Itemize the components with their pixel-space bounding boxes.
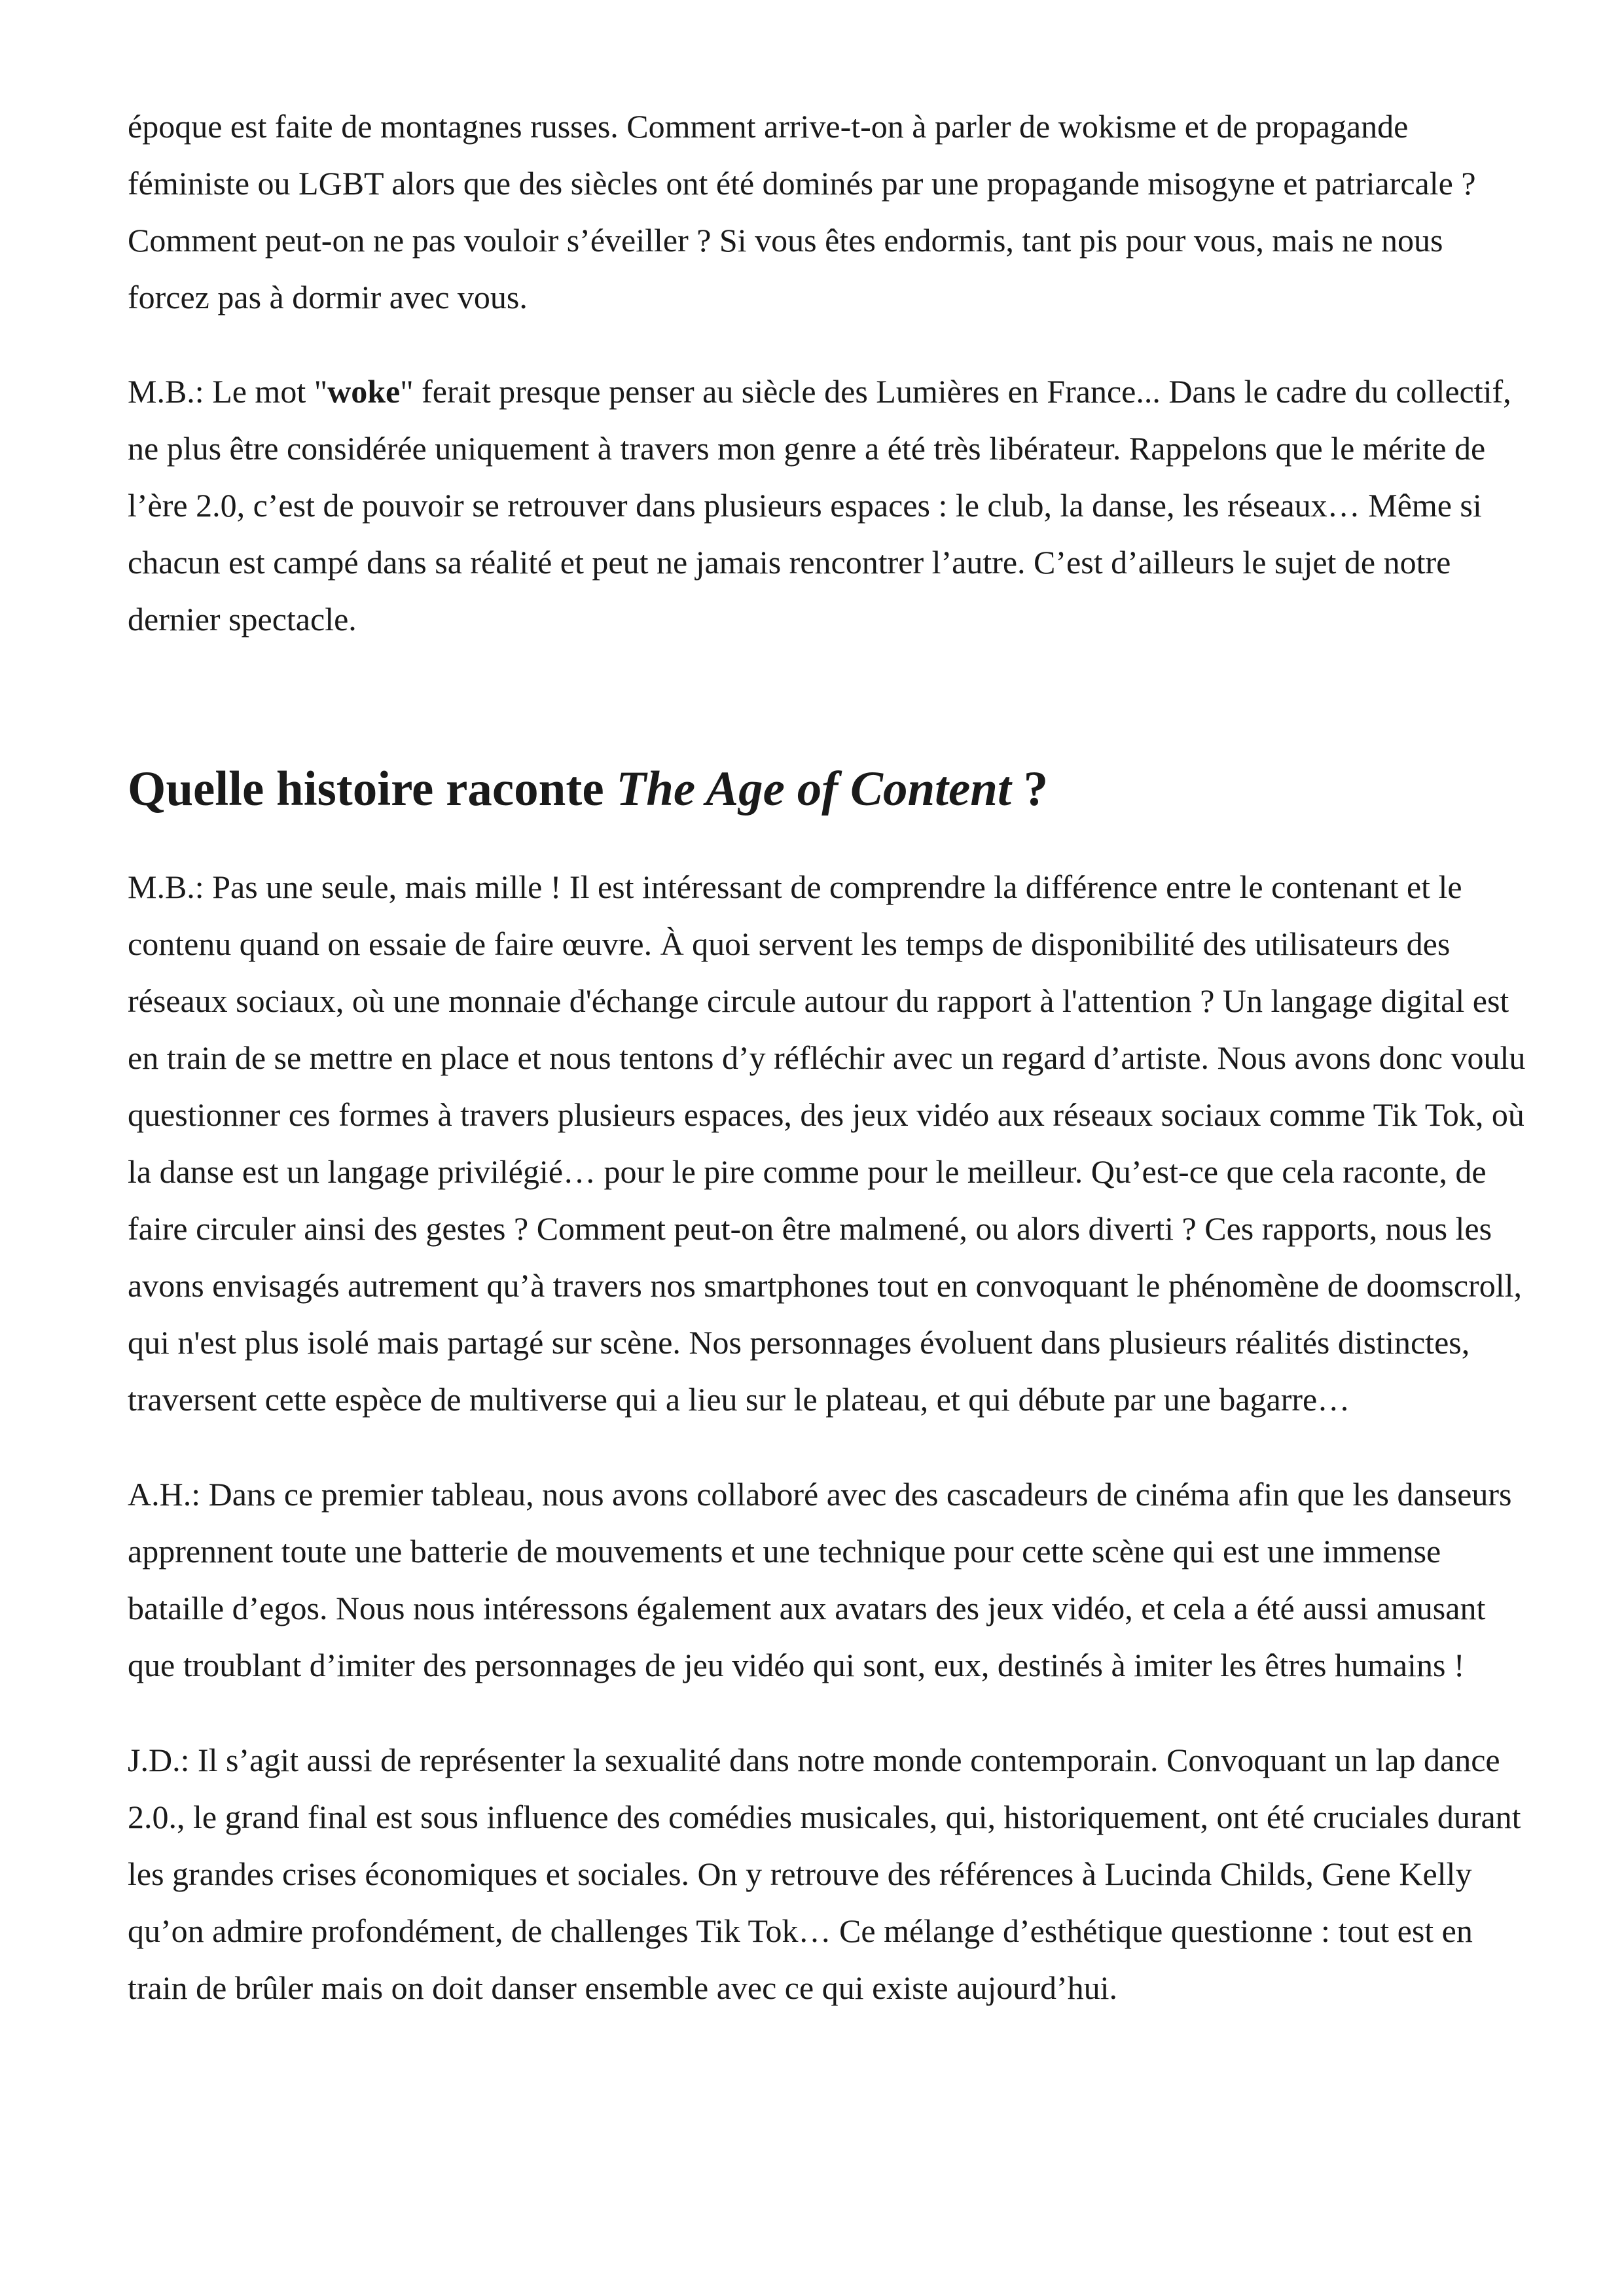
woke-word: woke xyxy=(327,373,401,410)
section-heading xyxy=(128,761,1528,817)
document-page xyxy=(128,98,1528,2017)
heading-show-title: The Age of Content xyxy=(616,762,1011,816)
jd-answer-paragraph: J.D.: Il s’agit aussi de représenter la sexualité dans notre monde contemporain. Convoquant un lap dance 2.0., le grand final est sous influence des comédies musicales, qui, historiquement, ont été cruciales durant les grandes crises économiques et sociales. On y retrouve des références à Lucinda Childs, Gene Kelly qu’on admire profondément, de challenges Tik Tok… Ce mélange d’esthétique questionne : tout est en train de brûler mais on doit danser ensemble avec ce qui existe aujourd’hui. xyxy=(128,1742,1521,2006)
ah-answer-paragraph: A.H.: Dans ce premier tableau, nous avons collaboré avec des cascadeurs de cinéma afin que les danseurs apprennent toute une batterie de mouvements et une technique pour cette scène qui est une immense bataille d’egos. Nous nous intéressons également aux avatars des jeux vidéo, et cela a été aussi amusant que troublant d’imiter des personnages de jeu vidéo qui sont, eux, destinés à imiter les êtres humains ! xyxy=(128,1476,1512,1683)
mb-answer-paragraph: M.B.: Pas une seule, mais mille ! Il est intéressant de comprendre la différence entre le contenant et le contenu quand on essaie de faire œuvre. À quoi servent les temps de disponibilité des utilisateurs des réseaux sociaux, où une monnaie d'échange circule autour du rapport à l'attention ? Un langage digital est en train de se mettre en place et nous tentons d’y réfléchir avec un regard d’artiste. Nous avons donc voulu questionner ces formes à travers plusieurs espaces, des jeux vidéo aux réseaux sociaux comme Tik Tok, où la danse est un langage privilégié… pour le pire comme pour le meilleur. Qu’est-ce que cela raconte, de faire circuler ainsi des gestes ? Comment peut-on être malmené, ou alors diverti ? Ces rapports, nous les avons envisagés autrement qu’à travers nos smartphones tout en convoquant le phénomène de doomscroll, qui n'est plus isolé mais partagé sur scène. Nos personnages évoluent dans plusieurs réalités distinctes, traversent cette espèce de multiverse qui a lieu sur le plateau, et qui débute par une bagarre… xyxy=(128,869,1526,1418)
mb-woke-text-before: M.B.: Le mot " xyxy=(128,373,328,410)
heading-suffix: ? xyxy=(1011,762,1049,816)
mb-woke-text-after: " ferait presque penser au siècle des Lumières en France... Dans le cadre du collectif, ne plus être considérée uniquement à travers mon genre a été très libérateur. Rappelons que le mérite de l’ère 2.0, c’est de pouvoir se retrouver dans plusieurs espaces : le club, la danse, les réseaux… Même si chacun est campé dans sa réalité et peut ne jamais rencontrer l’autre. C’est d’ailleurs le sujet de notre dernier spectacle. xyxy=(128,373,1511,637)
intro-paragraph: époque est faite de montagnes russes. Comment arrive-t-on à parler de wokisme et de propagande féministe ou LGBT alors que des siècles ont été dominés par une propagande misogyne et patriarcale ? Comment peut-on ne pas vouloir s’éveiller ? Si vous êtes endormis, tant pis pour vous, mais ne nous forcez pas à dormir avec vous. xyxy=(128,108,1476,315)
heading-prefix: Quelle histoire raconte xyxy=(128,762,617,816)
mb-woke-paragraph xyxy=(128,363,1528,648)
